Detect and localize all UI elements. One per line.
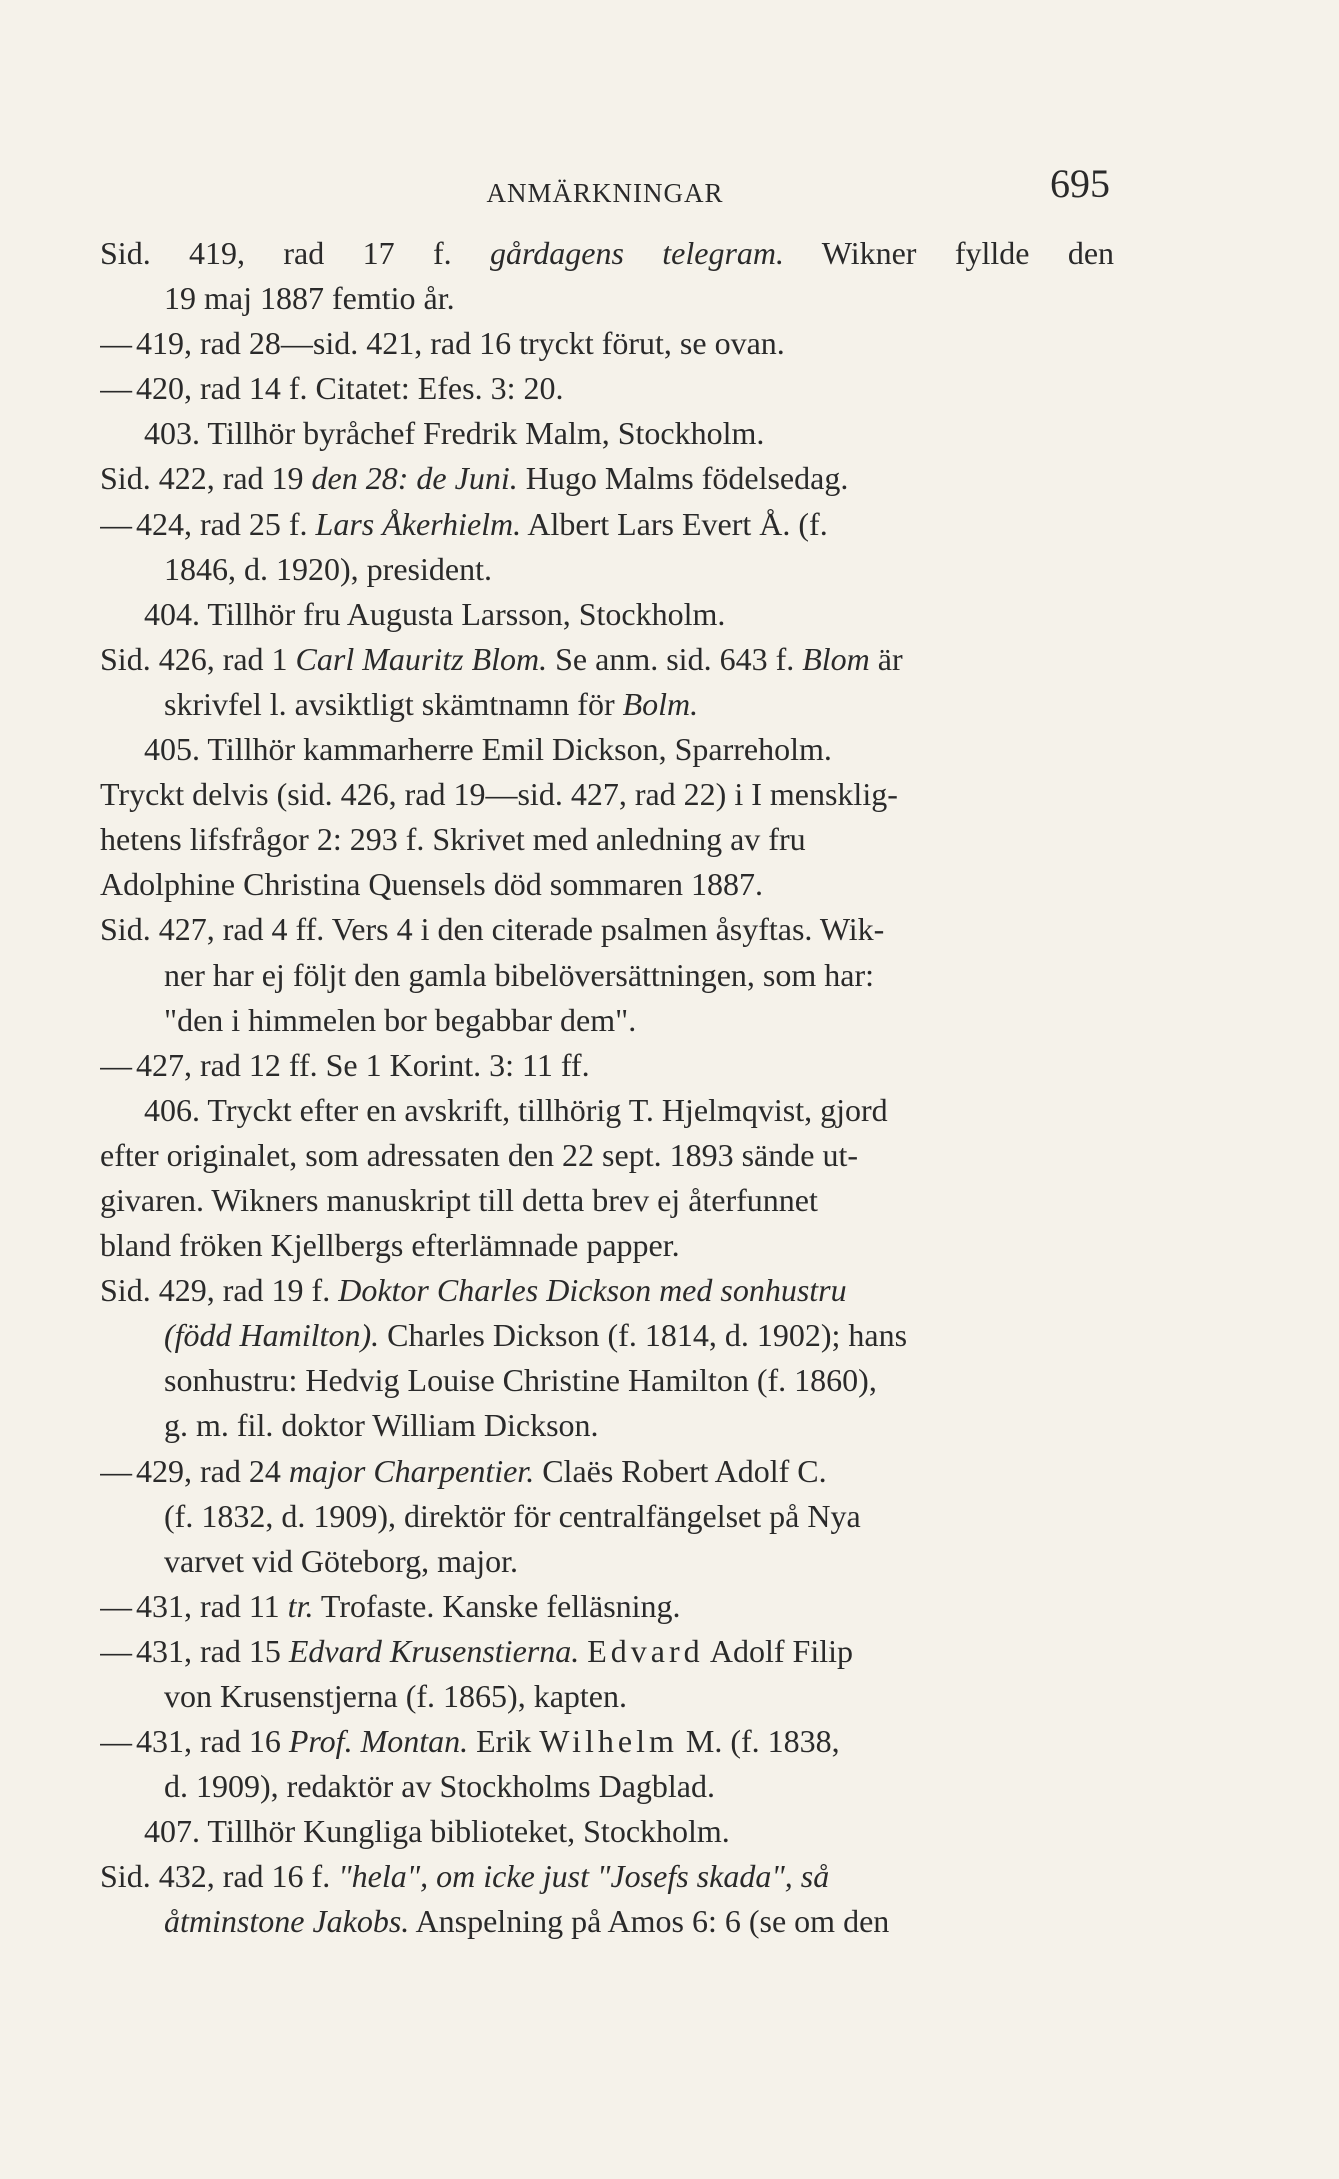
line-text: 406. Tryckt efter en avskrift, tillhörig T. Hjelmqvist, gjord [144,1091,888,1128]
line-text: M. (f. 1838, [677,1723,840,1760]
text-line [100,998,1114,1043]
line-text: Albert Lars Evert Å. (f. [521,505,828,542]
line-text: 431, rad 15 [136,1632,289,1669]
text-line [100,682,1114,727]
dash-marker: — [100,1632,132,1669]
dash-marker: — [100,505,132,542]
line-text: 19 maj 1887 femtio år. [164,280,455,317]
text-line [100,592,1114,637]
line-text: Sid. 422, rad 19 [100,460,312,497]
text-line [100,1449,1114,1494]
text-line [100,1403,1114,1448]
text-line [100,1719,1114,1764]
text-line [100,321,1114,366]
line-text: 431, rad 11 [136,1587,288,1624]
text-line [100,1809,1114,1854]
line-text: Sid. 432, rad 16 f. [100,1858,339,1895]
text-line [100,907,1114,952]
line-italic: gårdagens telegram. [489,235,785,271]
line-text: (f. 1832, d. 1909), direktör för centralfängelset på Nya [164,1497,861,1534]
text-line [100,1133,1114,1178]
annotations-text [100,231,1114,1945]
line-text: 407. Tillhör Kungliga biblioteket, Stockholm. [144,1813,730,1850]
text-line [100,1584,1114,1629]
line-text: 403. Tillhör byråchef Fredrik Malm, Stockholm. [144,415,765,452]
line-text: 424, rad 25 f. [136,505,316,542]
line-text: varvet vid Göteborg, major. [164,1542,518,1579]
line-text: Adolf Filip [703,1632,853,1669]
text-line [100,456,1114,501]
text-line [100,1629,1114,1674]
line-text: 429, rad 24 [136,1452,289,1489]
line-text: ner har ej följt den gamla bibelöversättningen, som har: [164,956,874,993]
text-line [100,1043,1114,1088]
text-line [100,366,1114,411]
line-text: 431, rad 16 [136,1723,289,1760]
line-text: Hugo Malms födelsedag. [517,460,849,497]
line-italic: Bolm. [622,685,699,722]
text-line [100,1313,1114,1358]
line-italic: åtminstone Jakobs. [164,1903,410,1940]
spaced-name: Edvard [587,1632,704,1669]
line-text: är [869,640,903,677]
text-line [100,817,1114,862]
line-text: bland fröken Kjellbergs efterlämnade papper. [100,1227,680,1264]
text-line [100,411,1114,456]
line-italic: Carl Mauritz Blom. [295,640,548,677]
dash-marker: — [100,370,132,407]
line-text: Se anm. sid. 643 f. [547,640,803,677]
line-text: 420, rad 14 f. Citatet: Efes. 3: 20. [136,370,564,407]
line-italic: Blom [802,640,870,677]
line-text: 419, rad 28—sid. 421, rad 16 tryckt förut, se ovan. [136,325,785,362]
running-head [100,160,1110,220]
line-italic: major Charpentier. [288,1452,535,1489]
spaced-name: Wilhelm [539,1723,678,1760]
text-line [100,547,1114,592]
dash-marker: — [100,1452,132,1489]
text-line [100,1358,1114,1403]
line-text: d. 1909), redaktör av Stockholms Dagblad. [164,1768,715,1805]
text-line [100,1178,1114,1223]
line-italic: den 28: de Juni. [311,460,518,497]
text-line [100,1088,1114,1133]
text-line [100,1854,1114,1899]
line-italic: Prof. Montan. [288,1723,469,1760]
line-italic: Lars Åkerhielm. [315,505,522,542]
line-text: Anspelning på Amos 6: 6 (se om den [409,1903,890,1940]
text-line [100,953,1114,998]
line-text: 405. Tillhör kammarherre Emil Dickson, Sparreholm. [144,731,832,768]
line-text: Sid. 426, rad 1 [100,640,296,677]
line-text: Sid. 429, rad 19 f. [100,1272,339,1309]
line-text: Adolphine Christina Quensels död sommaren 1887. [100,866,764,903]
text-line [100,1764,1114,1809]
line-text: Sid. 427, rad 4 ff. Vers 4 i den citerade psalmen åsyftas. Wik- [100,911,885,948]
text-line [100,637,1114,682]
line-text: givaren. Wikners manuskript till detta brev ej återfunnet [100,1181,818,1218]
text-line [100,231,1114,276]
line-text: hetens lifsfrågor 2: 293 f. Skrivet med anledning av fru [100,821,806,858]
dash-marker: — [100,1046,132,1083]
text-line [100,276,1114,321]
text-line [100,727,1114,772]
line-text: Charles Dickson (f. 1814, d. 1902); hans [379,1317,908,1354]
line-italic: tr. [287,1587,314,1624]
page-number: 695 [1050,161,1110,206]
dash-marker: — [100,1723,132,1760]
line-text: von Krusenstjerna (f. 1865), kapten. [164,1678,627,1714]
text-line [100,502,1114,547]
line-text: 427, rad 12 ff. Se 1 Korint. 3: 11 ff. [136,1046,590,1083]
dash-marker: — [100,325,132,362]
line-text: efter originalet, som adressaten den 22 sept. 1893 sände ut- [100,1136,858,1173]
line-text: skrivfel l. avsiktligt skämtnamn för [164,685,623,722]
line-text: Sid. 419, rad 17 f. [100,235,490,271]
line-text: Trofaste. Kanske felläsning. [313,1587,681,1624]
line-text: 404. Tillhör fru Augusta Larsson, Stockholm. [144,595,726,632]
line-text: Claës Robert Adolf C. [534,1452,827,1489]
text-line [100,862,1114,907]
line-text: "den i himmelen bor begabbar dem". [164,1001,637,1038]
line-italic: "hela", om icke just "Josefs skada", så [338,1858,830,1895]
line-text: Tryckt delvis (sid. 426, rad 19—sid. 427, rad 22) i I mensklig- [100,776,898,813]
line-italic: Edvard Krusenstierna. [288,1632,580,1669]
text-line [100,1223,1114,1268]
text-line [100,772,1114,817]
line-text: Erik [468,1723,540,1760]
dash-marker: — [100,1587,132,1624]
running-head-title: ANMÄRKNINGAR [486,178,724,208]
text-line [100,1899,1114,1944]
line-italic: Doktor Charles Dickson med sonhustru [338,1272,847,1309]
text-line [100,1539,1114,1584]
line-text: g. m. fil. doktor William Dickson. [164,1407,599,1444]
text-line [100,1268,1114,1313]
line-text: Wikner fyllde den [784,235,1114,271]
text-line [100,1494,1114,1539]
line-text: 1846, d. 1920), president. [164,550,492,587]
text-line [100,1674,1114,1719]
line-italic: (född Hamilton). [164,1317,380,1354]
line-text: sonhustru: Hedvig Louise Christine Hamilton (f. 1860), [164,1362,877,1399]
